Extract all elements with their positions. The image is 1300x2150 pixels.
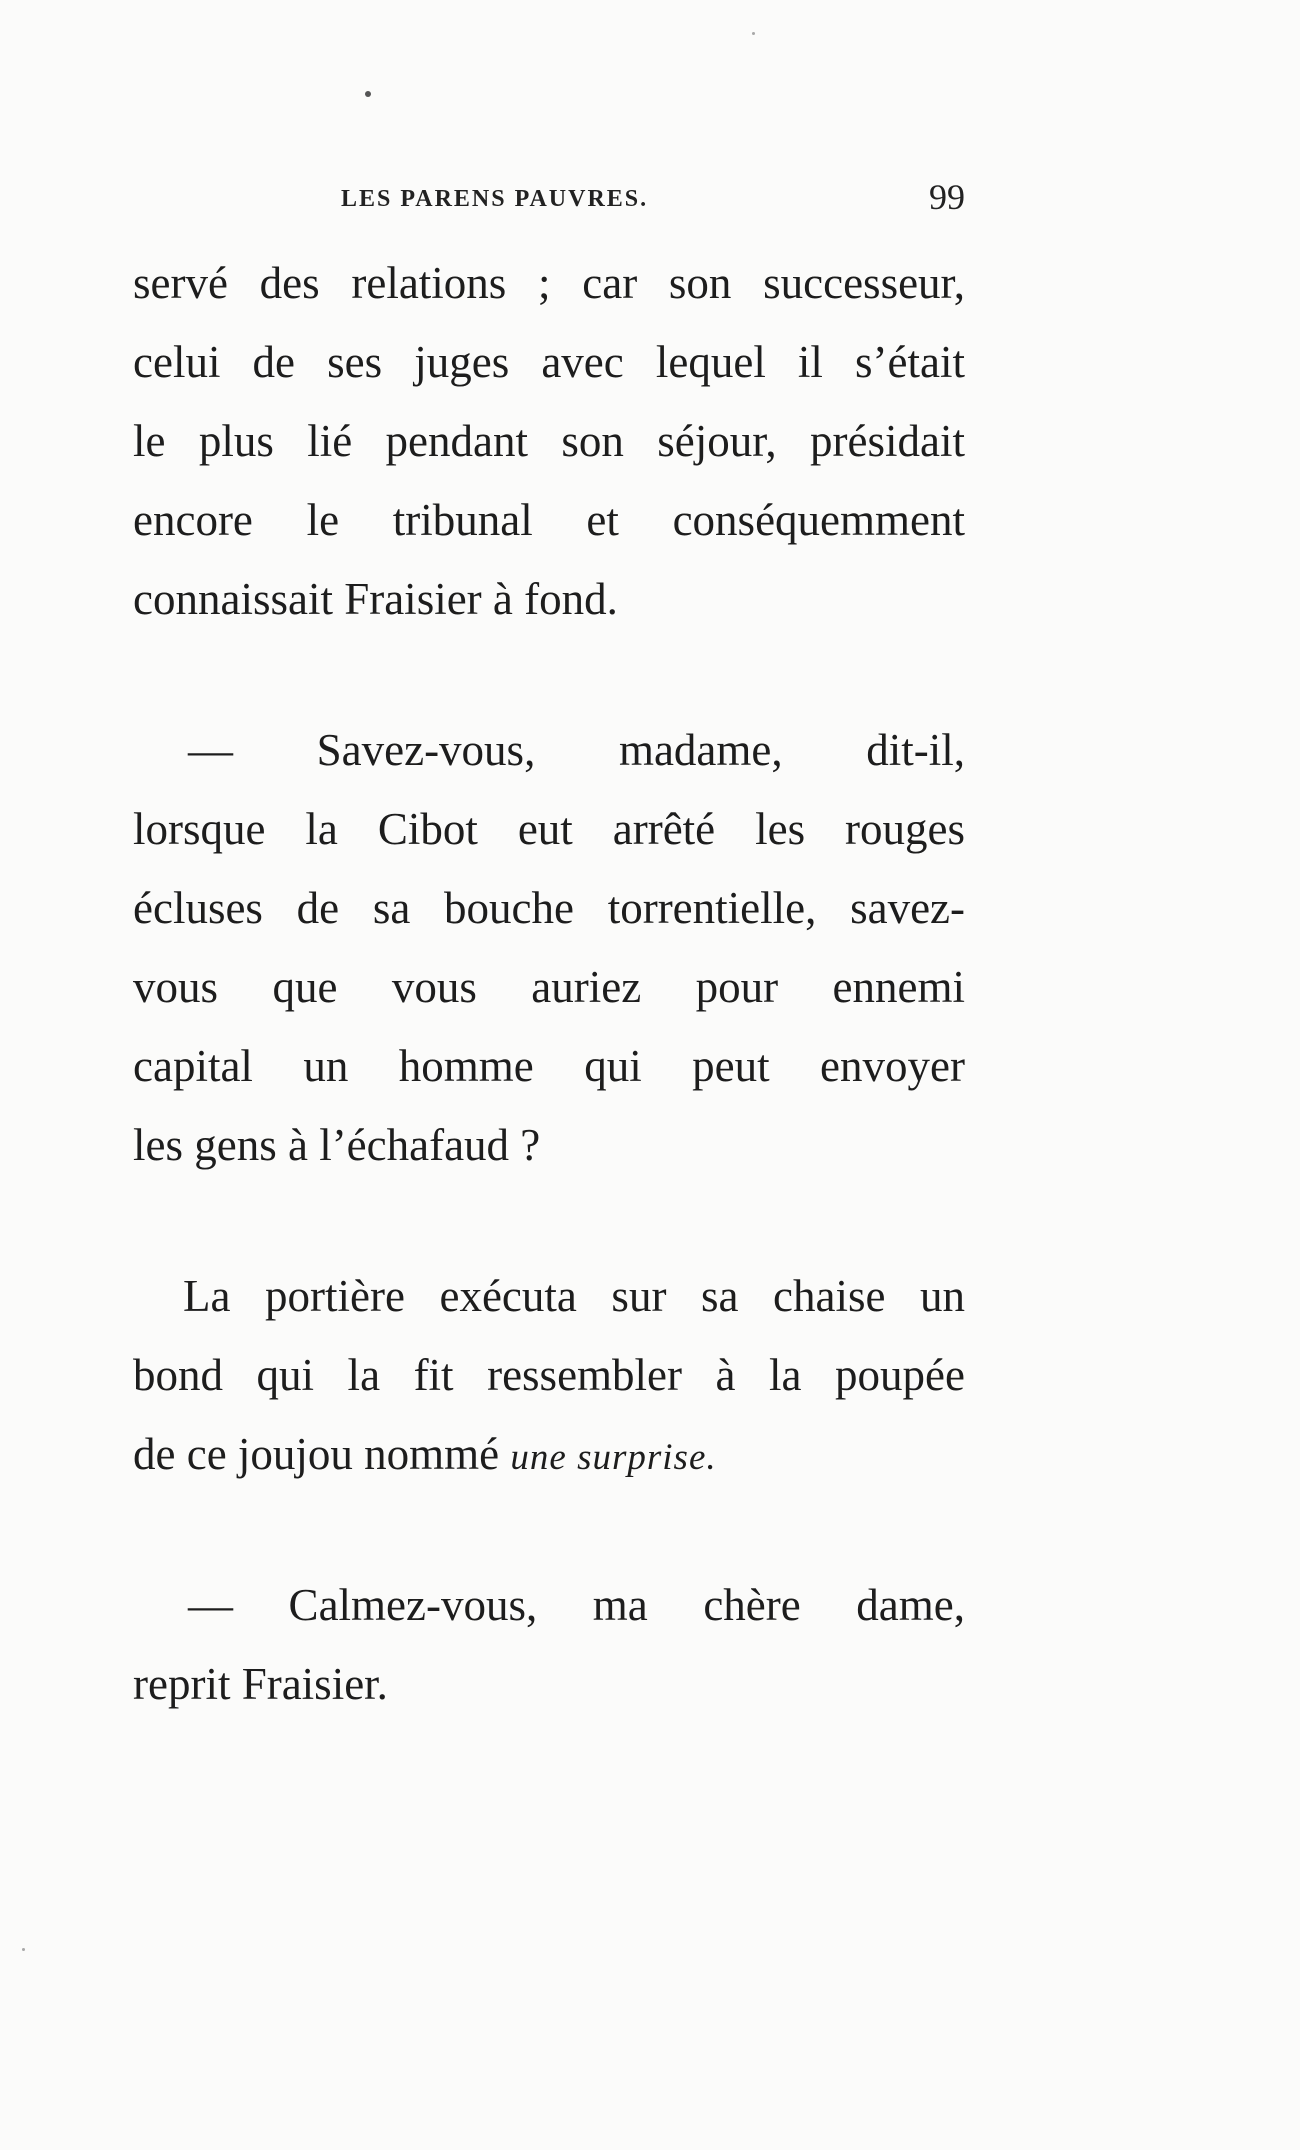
text-line: servé des relations ; car son successeur, bbox=[133, 258, 965, 308]
paragraph-1 bbox=[133, 244, 965, 639]
body-text bbox=[133, 244, 965, 1724]
running-title: LES PARENS PAUVRES. bbox=[341, 186, 649, 212]
print-speck bbox=[22, 1948, 25, 1951]
italic-run: une surprise. bbox=[510, 1437, 717, 1478]
text-line: connaissait Fraisier à fond. bbox=[133, 574, 618, 624]
text-line: encore le tribunal et conséquemment bbox=[133, 495, 965, 545]
text-line: capital un homme qui peut envoyer bbox=[133, 1041, 965, 1091]
paragraph-2 bbox=[133, 711, 965, 1185]
print-speck bbox=[752, 32, 755, 35]
page-header bbox=[133, 176, 965, 226]
print-speck bbox=[365, 91, 371, 97]
text-line: lorsque la Cibot eut arrêté les rouges bbox=[133, 804, 965, 854]
roman-run: de ce joujou nommé bbox=[133, 1429, 511, 1479]
paragraph-4 bbox=[133, 1566, 965, 1724]
paragraph-3 bbox=[133, 1257, 965, 1494]
text-line: écluses de sa bouche torrentielle, savez- bbox=[133, 883, 965, 933]
text-line: reprit Fraisier. bbox=[133, 1659, 388, 1709]
text-line: — Calmez-vous, ma chère dame, bbox=[188, 1580, 965, 1630]
text-line: le plus lié pendant son séjour, présidait bbox=[133, 416, 965, 466]
text-line: La portière exécuta sur sa chaise un bbox=[183, 1271, 965, 1321]
text-line: bond qui la fit ressembler à la poupée bbox=[133, 1350, 965, 1400]
text-line: celui de ses juges avec lequel il s’était bbox=[133, 337, 965, 387]
text-line: — Savez-vous, madame, dit-il, bbox=[188, 725, 965, 775]
text-line-mixed bbox=[133, 1415, 965, 1494]
page-number: 99 bbox=[929, 177, 965, 217]
text-line: vous que vous auriez pour ennemi bbox=[133, 962, 965, 1012]
text-line: les gens à l’échafaud ? bbox=[133, 1120, 541, 1170]
